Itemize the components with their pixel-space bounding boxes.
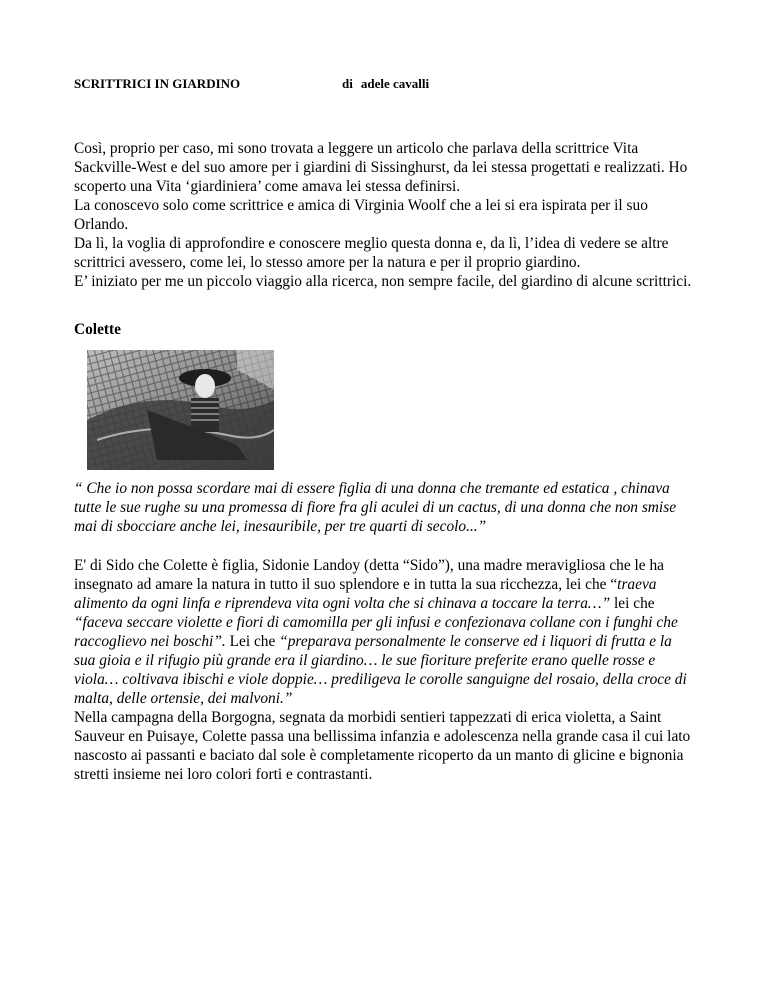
colette-photo <box>87 350 274 470</box>
text-run: E' di Sido che Colette è figlia, Sidonie Landoy (detta “Sido”), una madre meravigliosa che le ha insegnato ad amare la natura in tutto il suo splendore e in tutta la sua ricchezza, lei che “ <box>74 557 664 593</box>
author-prefix: di <box>342 76 353 91</box>
intro-line: Così, proprio per caso, mi sono trovata a leggere un articolo che parlava della scrittrice Vita Sackville-West e del suo amore per i giardini di Sissinghurst, da lei stessa progettati e realizzati. Ho scoperto una Vita ‘giardiniera’ come amava lei stessa definirsi. <box>74 140 688 195</box>
intro-line: La conoscevo solo come scrittrice e amica di Virginia Woolf che a lei si era ispirata per il suo Orlando. <box>74 197 648 233</box>
author-name: adele cavalli <box>360 76 430 91</box>
intro-line: Da lì, la voglia di approfondire e conoscere meglio questa donna e, da lì, l’idea di vedere se altre scrittrici avessero, come lei, lo stesso amore per la natura e per il proprio giardino. <box>74 235 669 271</box>
quoted-run: “faceva seccare violette e fiori di camomilla per gli infusi e confezionava collane con i funghi che raccoglievo nei boschi”. <box>74 614 678 650</box>
author-line <box>342 76 429 92</box>
quoted-run: traeva alimento da ogni linfa e riprendeva vita ogni volta che si chinava a toccare la terra…” <box>74 576 657 612</box>
colette-paragraph-text <box>74 556 694 708</box>
quoted-run: “preparava personalmente le conserve ed i liquori di frutta e la sua gioia e il rifugio più grande era il giardino… le sue fioriture preferite erano quelle rosse e viola… coltivava ibischi e viole doppie… prediligeva le corolle sanguigne del rosaio, della croce di malta, delle ortensie, dei malvoni.” <box>74 633 687 707</box>
text-run: Lei che <box>225 633 280 650</box>
colette-paragraph <box>74 556 694 784</box>
quote-text: “ Che io non possa scordare mai di essere figlia di una donna che tremante ed estatica , chinava tutte le sue rughe su una promessa di fiore fra gli aculei di un cactus, di una donna che non smise mai di sbocciare anche lei, inesauribile, per tre quarti di secolo...” <box>74 480 677 535</box>
intro-paragraph <box>74 139 694 291</box>
colette-quote <box>74 479 694 536</box>
intro-line: E’ iniziato per me un piccolo viaggio alla ricerca, non sempre facile, del giardino di alcune scrittrici. <box>74 273 692 290</box>
colette-paragraph-last: Nella campagna della Borgogna, segnata da morbidi sentieri tappezzati di erica violetta, a Saint Sauveur en Puisaye, Colette passa una bellissima infanzia e adolescenza nella grande casa il cui lato nascosto ai passanti e baciato dal sole è completamente ricoperto da un manto di glicine e bignonia stretti insieme nei loro colori forti e contrastanti. <box>74 709 691 783</box>
section-heading: Colette <box>74 321 121 338</box>
document-title: SCRITTRICI IN GIARDINO <box>74 76 241 91</box>
text-run: lei che <box>610 595 655 612</box>
